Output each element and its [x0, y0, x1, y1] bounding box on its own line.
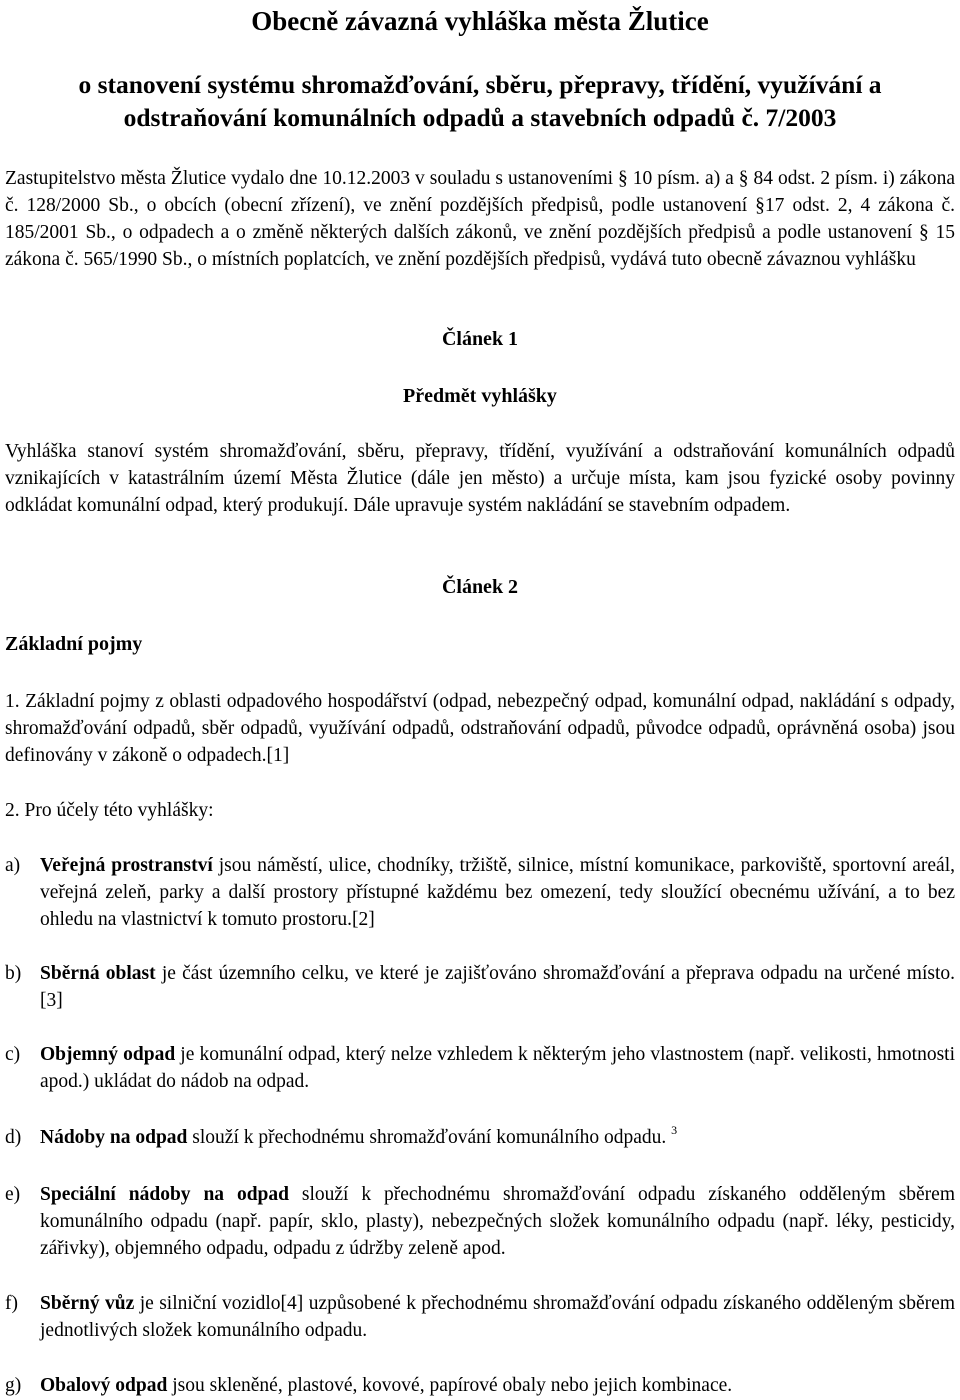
item-body [40, 1290, 955, 1344]
item-term: Veřejná prostranství [40, 855, 213, 876]
item-text: je část územního celku, ve které je zajišťováno shromažďování a přeprava odpadu na určené místo.[3] [40, 963, 955, 1011]
item-body [40, 1372, 955, 1399]
item-text: je silniční vozidlo[4] uzpůsobené k přechodnému shromažďování odpadu získaného odděleným sběrem jednotlivých složek komunálního odpadu. [40, 1293, 955, 1341]
item-marker: g) [5, 1375, 22, 1396]
definition-item-a [5, 852, 955, 933]
item-text: jsou skleněné, plastové, kovové, papírové obaly nebo jejich kombinace. [167, 1375, 733, 1396]
item-text: jsou náměstí, ulice, chodníky, tržiště, silnice, místní komunikace, parkoviště, sportovní areál, veřejná zeleň, parky a další prostory přístupné každému bez omezení, tedy sloužící obecnému užívání, a to bez ohledu na vlastnictví k tomuto prostoru.[2] [40, 855, 955, 930]
item-term: Objemný odpad [40, 1044, 176, 1065]
definition-item-e [5, 1181, 955, 1262]
preamble: Zastupitelstvo města Žlutice vydalo dne 10.12.2003 v souladu s ustanoveními § 10 písm. a) a § 84 odst. 2 písm. i) zákona č. 128/2000 Sb., o obcích (obecní zřízení), ve znění pozdějších předpisů, podle ustanovení §17 odst. 2, 4 zákona č. 185/2001 Sb., o odpadech a o změně některých dalších zákonů, ve znění pozdějších předpisů a podle ustanovení § 15 zákona č. 565/1990 Sb., o místních poplatcích, ve znění pozdějších předpisů, vydává tuto obecně závaznou vyhlášku [5, 168, 955, 270]
item-body [40, 1041, 955, 1095]
item-marker: b) [5, 963, 22, 984]
article2-point2: 2. Pro účely této vyhlášky: [5, 800, 214, 821]
item-marker: a) [5, 855, 21, 876]
item-term: Obalový odpad [40, 1375, 168, 1396]
item-marker: e) [5, 1184, 21, 1205]
item-text: slouží k přechodnému shromažďování komunálního odpadu. [187, 1127, 667, 1148]
item-term: Sběrný vůz [40, 1293, 135, 1314]
definition-item-d [5, 1124, 955, 1151]
article2-subheading: Základní pojmy [5, 633, 143, 655]
item-body [40, 960, 955, 1014]
item-marker: f) [5, 1293, 18, 1314]
article2-point1: 1. Základní pojmy z oblasti odpadového hospodářství (odpad, nebezpečný odpad, komunální odpad, nakládání s odpady, shromažďování odpadů, sběr odpadů, využívání odpadů, odstraňování odpadů, původce odpadů, oprávněná osoba) jsou definovány v zákoně o odpadech.[1] [5, 691, 955, 766]
item-marker: d) [5, 1127, 22, 1148]
item-term: Nádoby na odpad [40, 1127, 188, 1148]
definition-item-c [5, 1041, 955, 1095]
article1-heading: Článek 1 [441, 328, 519, 350]
item-body [40, 852, 955, 933]
definition-item-b [5, 960, 955, 1014]
document-title: Obecně závazná vyhláška města Žlutice [251, 6, 709, 36]
item-text: slouží k přechodnému shromažďování odpadu získaného odděleným sběrem komunálního odpadu (např. papír, sklo, plasty), nebezpečných složek komunálního odpadu (např. léky, pesticidy, zářivky), objemného odpadu, odpadu z údržby zeleně apod. [40, 1184, 955, 1259]
article1-subheading: Předmět vyhlášky [403, 385, 557, 407]
item-marker: c) [5, 1044, 21, 1065]
item-term: Sběrná oblast [40, 963, 156, 984]
item-text: je komunální odpad, který nelze vzhledem k některým jeho vlastnostem (např. velikosti, hmotnosti apod.) ukládat do nádob na odpad. [40, 1044, 955, 1092]
article2-heading: Článek 2 [441, 576, 519, 598]
definition-item-g [5, 1372, 955, 1399]
item-body [40, 1181, 955, 1262]
footnote-ref: 3 [671, 1123, 678, 1137]
item-body [40, 1124, 955, 1151]
article1-text: Vyhláška stanoví systém shromažďování, sběru, přepravy, třídění, využívání a odstraňování komunálních odpadů vznikajících v katastrálním území Města Žlutice (dále jen město) a určuje místa, kam jsou fyzické osoby povinny odkládat komunální odpad, který produkují. Dále upravuje systém nakládání se stavebním odpadem. [5, 441, 955, 516]
definition-item-f [5, 1290, 955, 1344]
document-subtitle: o stanovení systému shromažďování, sběru, přepravy, třídění, využívání a odstraňování komunálních odpadů a stavebních odpadů č. 7/2003 [78, 70, 882, 132]
item-term: Speciální nádoby na odpad [40, 1184, 289, 1205]
